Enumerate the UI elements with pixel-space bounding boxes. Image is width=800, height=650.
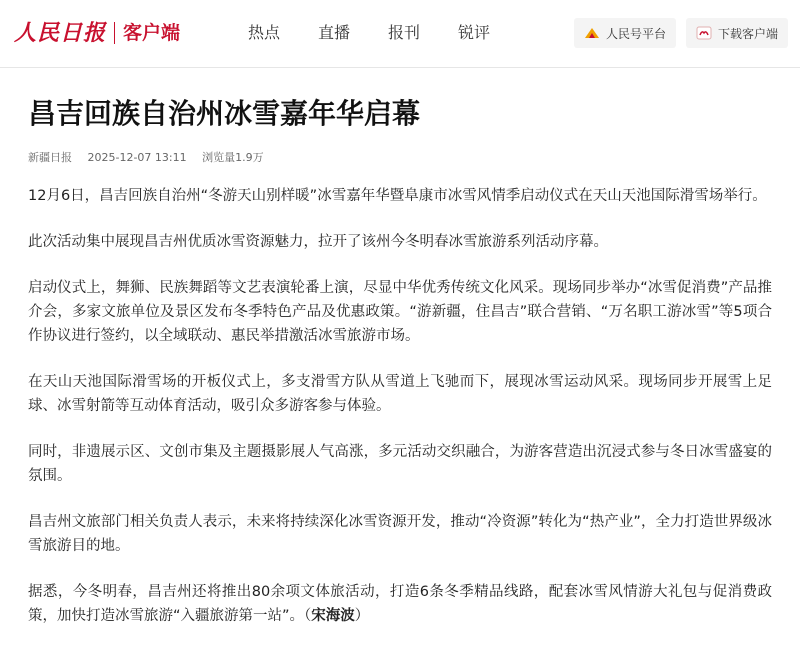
author-close-paren: ） (354, 608, 370, 624)
article-body (28, 184, 772, 650)
header-actions (564, 18, 788, 48)
article-source[interactable]: 新疆日报 (28, 151, 72, 164)
logo-divider (114, 22, 115, 44)
download-app-label: 下载客户端 (717, 26, 778, 41)
brand-logo[interactable] (14, 18, 180, 48)
people-platform-label: 人民号平台 (605, 26, 666, 41)
article-paragraph: 12月6日，昌吉回族自治州“冬游天山别样暖”冰雪嘉年华暨阜康市冰雪风情季启动仪式在天山天池国际滑雪场举行。 (28, 188, 767, 204)
article-paragraph: 同时，非遗展示区、文创市集及主题摄影展人气高涨，多元活动交织融合，为游客营造出沉浸式参与冬日冰雪盛宴的氛围。 (28, 444, 772, 484)
people-platform-button[interactable] (574, 18, 676, 48)
nav-item-newspaper[interactable]: 报刊 (388, 23, 421, 42)
article-author: 宋海波 (311, 608, 355, 624)
article-paragraph: 在天山天池国际滑雪场的开板仪式上，多支滑雪方队从雪道上飞驰而下，展现冰雪运动风采。现场同步开展雪上足球、冰雪射箭等互动体育活动，吸引众多游客参与体验。 (28, 374, 772, 414)
main-nav (248, 22, 528, 44)
article-views: 浏览量1.9万 (202, 151, 264, 164)
article-date: 2025-12-07 13:11 (87, 151, 187, 164)
people-platform-icon (584, 26, 600, 40)
last-paragraph-text: 据悉，今冬明春，昌吉州还将推出80余项文体旅活动，打造6条冬季精品线路，配套冰雪风情游大礼包与促消费政策，加快打造冰雪旅游“入疆旅游第一站”。（ (28, 584, 772, 624)
download-app-button[interactable] (686, 18, 788, 48)
app-download-icon (696, 26, 712, 40)
article-paragraph-last (28, 580, 772, 628)
nav-item-commentary[interactable]: 锐评 (458, 23, 491, 42)
article-paragraph: 此次活动集中展现昌吉州优质冰雪资源魅力，拉开了该州今冬明春冰雪旅游系列活动序幕。 (28, 234, 608, 250)
client-label[interactable]: 客户端 (123, 22, 181, 44)
nav-item-live[interactable]: 直播 (318, 23, 351, 42)
article-paragraph: 启动仪式上，舞狮、民族舞蹈等文艺表演轮番上演，尽显中华优秀传统文化风采。现场同步举办“冰雪促消费”产品推介会，多家文旅单位及景区发布冬季特色产品及优惠政策。“游新疆，住昌吉”联合营销、“万名职工游冰雪”等5项合作协议进行签约，以全域联动、惠民举措激活冰雪旅游市场。 (28, 280, 772, 344)
people-daily-logo[interactable]: 人民日报 (14, 20, 107, 46)
top-header (0, 0, 800, 68)
article-paragraph: 昌吉州文旅部门相关负责人表示，未来将持续深化冰雪资源开发，推动“冷资源”转化为“热产业”，全力打造世界级冰雪旅游目的地。 (28, 514, 772, 554)
nav-item-hot[interactable]: 热点 (248, 23, 281, 42)
article-title: 昌吉回族自治州冰雪嘉年华启幕 (28, 97, 421, 130)
article-meta (28, 150, 276, 166)
